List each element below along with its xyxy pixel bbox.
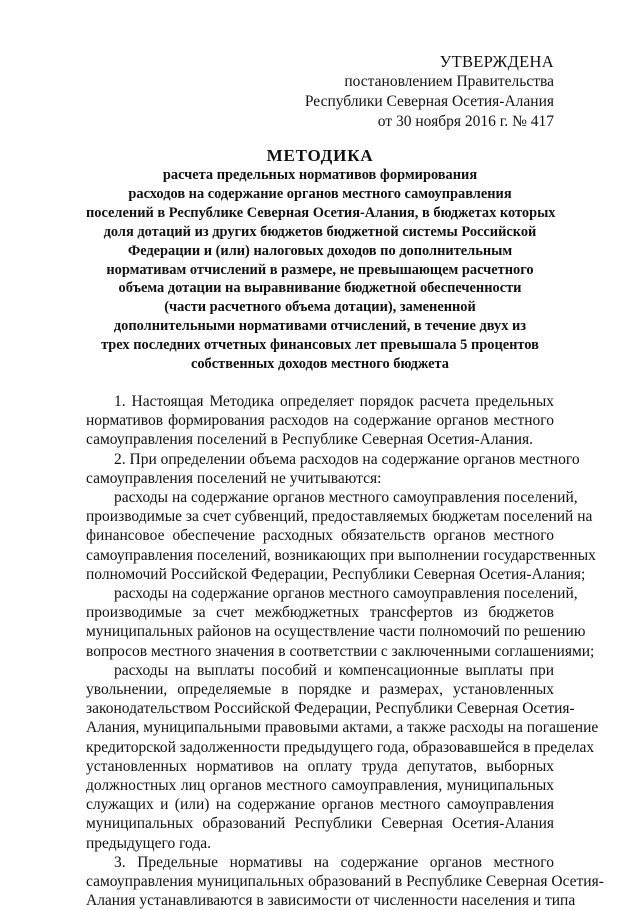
- paragraph-1-line: самоуправления поселений в Республике Северная Осетия-Алания.: [86, 431, 534, 449]
- approval-heading: УТВЕРЖДЕНА: [439, 52, 554, 71]
- exclusion-3-line: муниципальных образований Республики Северная Осетия-Алания: [86, 815, 554, 833]
- exclusion-1-line: полномочий Российской Федерации, Республики Северная Осетия-Алания;: [86, 565, 586, 583]
- exclusion-3-line: установленных нормативов на оплату труда депутатов, выборных: [86, 757, 554, 775]
- subtitle-line: доля дотаций из других бюджетов бюджетной системы Российской: [103, 223, 537, 240]
- subtitle-line: поселений в Республике Северная Осетия-Алания, в бюджетах которых: [86, 204, 556, 221]
- approval-date-number: от 30 ноября 2016 г. № 417: [377, 113, 554, 130]
- subtitle-line: трех последних отчетных финансовых лет превышала 5 процентов: [101, 337, 539, 354]
- subtitle-line: Федерации и (или) налоговых доходов по дополнительным: [127, 242, 513, 259]
- exclusion-3-line: должностных лиц органов местного самоуправления, муниципальных: [86, 777, 554, 795]
- paragraph-1-line: нормативов формирования расходов на содержание органов местного: [86, 412, 554, 430]
- subtitle-line: расходов на содержание органов местного самоуправления: [128, 185, 512, 202]
- document-subtitle: [86, 166, 554, 374]
- exclusion-2-line: муниципальных районов на осуществление части полномочий по решению: [86, 623, 586, 641]
- approval-block: [86, 52, 554, 132]
- exclusion-1-line: расходы на содержание органов местного самоуправления поселений,: [114, 488, 578, 506]
- paragraph-1-line: 1. Настоящая Методика определяет порядок расчета предельных: [114, 392, 554, 410]
- paragraph-2-line: самоуправления поселений не учитываются:: [86, 469, 382, 487]
- subtitle-line: (части расчетного объема дотации), замененной: [164, 299, 476, 316]
- exclusion-3-line: увольнении, определяемые в порядке и размерах, установленных: [86, 681, 554, 699]
- exclusion-2-line: производимые за счет межбюджетных трансфертов из бюджетов: [86, 604, 554, 622]
- exclusion-3-line: законодательством Российской Федерации, Республики Северная Осетия-: [86, 700, 575, 718]
- exclusion-2-line: вопросов местного значения в соответствии с заключенными соглашениями;: [86, 642, 595, 660]
- exclusion-3-line: предыдущего года.: [86, 834, 211, 852]
- approval-line: Республики Северная Осетия-Алания: [304, 93, 554, 110]
- paragraph-3-line: Алания устанавливаются в зависимости от численности населения и типа: [86, 892, 576, 910]
- subtitle-line: дополнительными нормативами отчислений, в течение двух из: [113, 318, 527, 335]
- exclusion-1-line: самоуправления поселений, возникающих при выполнении государственных: [86, 546, 596, 564]
- subtitle-line: объема дотации на выравнивание бюджетной обеспеченности: [118, 280, 522, 297]
- exclusion-3-line: расходы на выплаты пособий и компенсационные выплаты при: [114, 661, 554, 679]
- document-body: [86, 392, 604, 910]
- exclusion-1-line: производимые за счет субвенций, предоставляемых бюджетам поселений на: [86, 508, 593, 526]
- paragraph-3-line: 3. Предельные нормативы на содержание органов местного: [114, 853, 554, 871]
- document-title: МЕТОДИКА: [266, 146, 374, 165]
- approval-line: постановлением Правительства: [344, 73, 554, 90]
- subtitle-line: расчета предельных нормативов формирования: [162, 167, 478, 183]
- exclusion-2-line: расходы на содержание органов местного самоуправления поселений,: [114, 585, 578, 602]
- exclusion-3-line: кредиторской задолженности предыдущего года, образовавшейся в пределах: [86, 738, 595, 756]
- paragraph-2-line: 2. При определении объема расходов на содержание органов местного: [114, 450, 580, 468]
- exclusion-3-line: служащих и (или) на содержание органов местного самоуправления: [86, 796, 554, 814]
- paragraph-3-line: самоуправления муниципальных образований в Республике Северная Осетия-: [86, 873, 604, 891]
- exclusion-3-line: Алания, муниципальными правовыми актами, а также расходы на погашение: [86, 719, 599, 737]
- subtitle-line: собственных доходов местного бюджета: [190, 356, 450, 373]
- subtitle-line: нормативам отчислений в размере, не превышающем расчетного: [106, 261, 534, 278]
- exclusion-1-line: финансовое обеспечение расходных обязательств органов местного: [86, 527, 554, 545]
